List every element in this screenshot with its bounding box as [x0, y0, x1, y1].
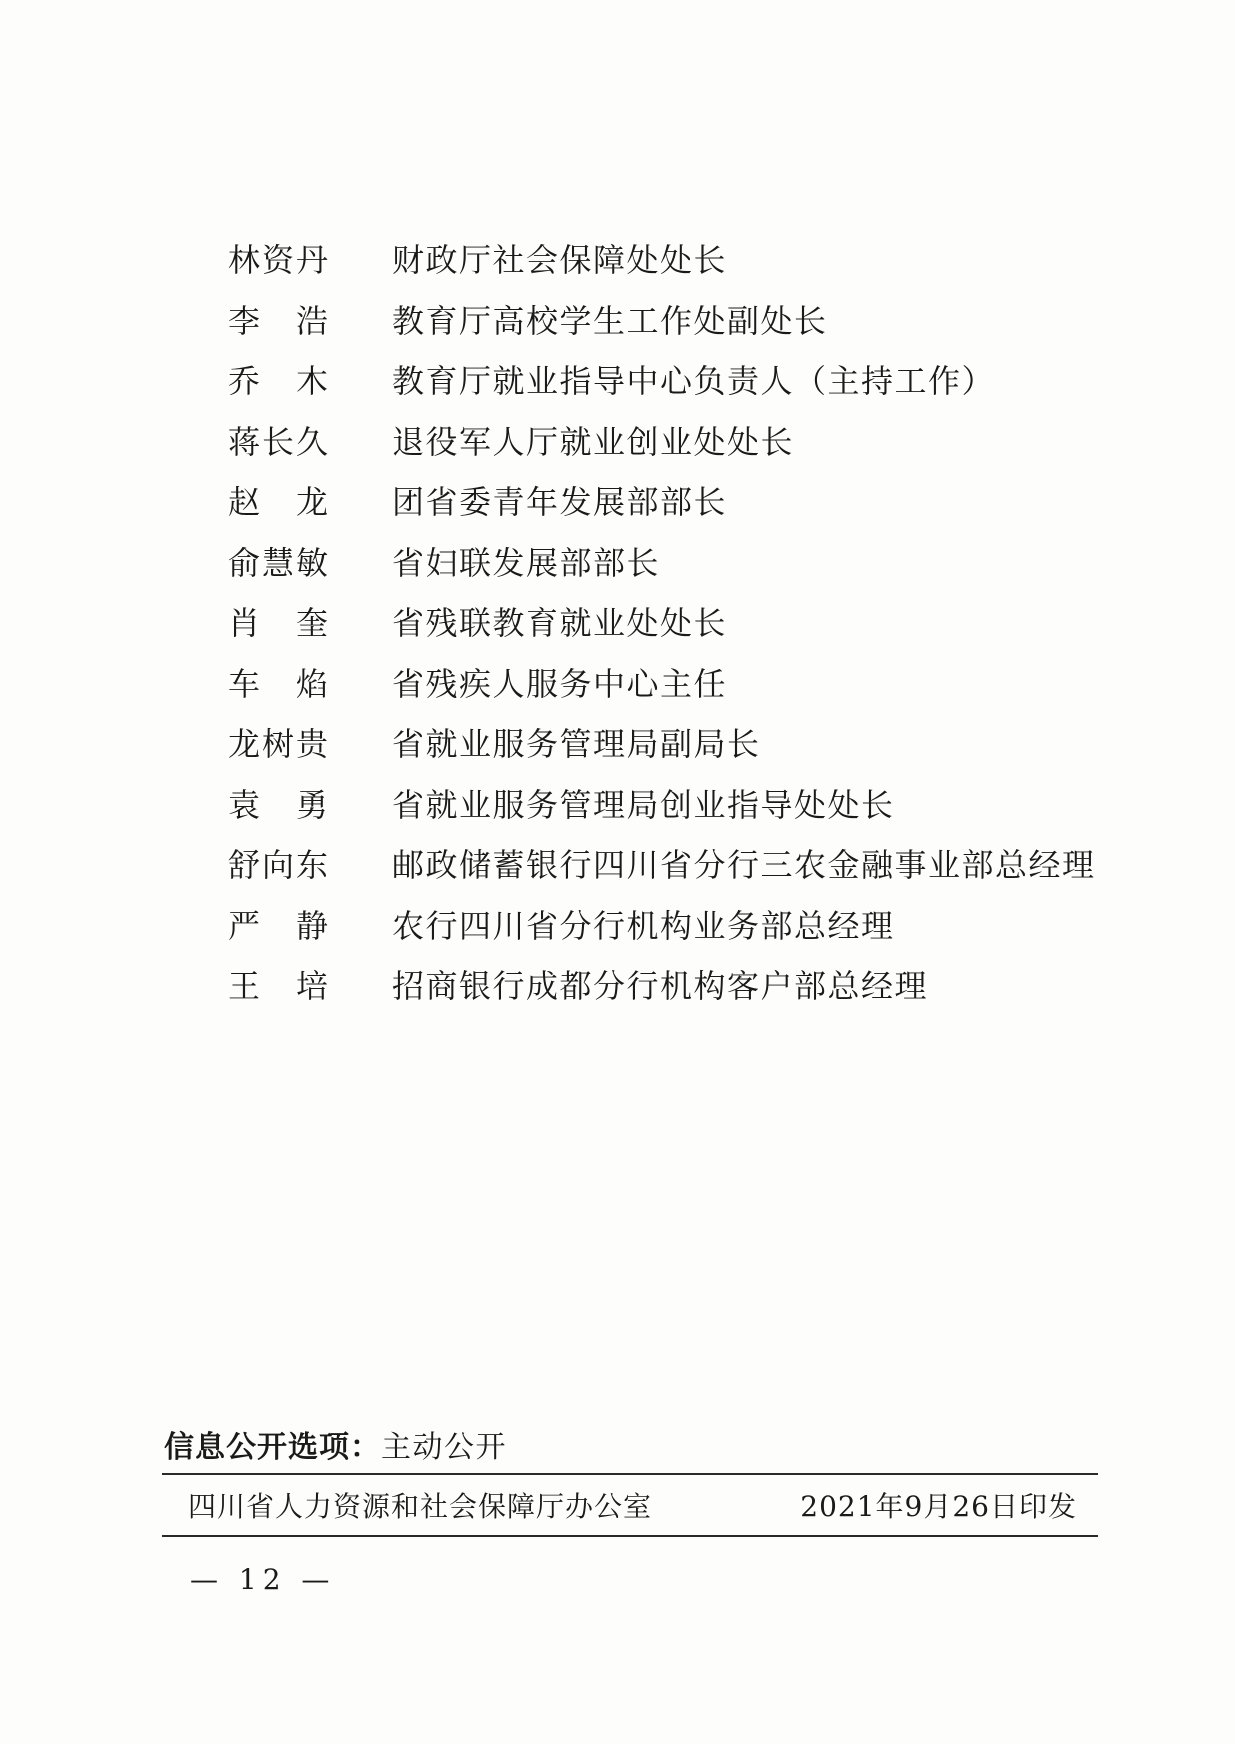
- member-title: 教育厅高校学生工作处副处长: [392, 301, 828, 340]
- member-title: 退役军人厅就业创业处处长: [392, 422, 795, 461]
- disclosure-option: [164, 1422, 507, 1466]
- issue-date: 2021年9月26日印发: [800, 1490, 1077, 1523]
- member-row: [228, 410, 1128, 471]
- member-title: 省残疾人服务中心主任: [392, 664, 728, 703]
- member-title: 农行四川省分行机构业务部总经理: [392, 906, 895, 945]
- member-row: [228, 531, 1128, 592]
- member-row: [228, 470, 1128, 531]
- member-name: 龙树贵: [228, 725, 331, 764]
- disclosure-label: 信息公开选项：: [164, 1430, 381, 1465]
- member-name: 严 静: [228, 906, 331, 945]
- footer-top-rule: [162, 1473, 1098, 1475]
- member-title: 教育厅就业指导中心负责人（主持工作）: [392, 362, 996, 401]
- member-name: 林资丹: [228, 241, 331, 280]
- member-row: [228, 228, 1128, 289]
- member-name: 赵 龙: [228, 483, 331, 522]
- member-list: [228, 228, 1128, 1015]
- disclosure-value: 主动公开: [381, 1430, 507, 1465]
- member-row: [228, 591, 1128, 652]
- member-name: 李 浩: [228, 301, 331, 340]
- page-number: — 12 —: [190, 1563, 336, 1596]
- member-row: [228, 894, 1128, 955]
- member-name: 车 焰: [228, 664, 331, 703]
- member-row: [228, 349, 1128, 410]
- member-row: [228, 833, 1128, 894]
- member-row: [228, 712, 1128, 773]
- member-row: [228, 652, 1128, 713]
- member-title: 招商银行成都分行机构客户部总经理: [392, 967, 929, 1006]
- member-name: 蒋长久: [228, 422, 331, 461]
- member-title: 财政厅社会保障处处长: [392, 241, 728, 280]
- member-name: 袁 勇: [228, 785, 331, 824]
- member-name: 俞慧敏: [228, 543, 331, 582]
- issuing-office: 四川省人力资源和社会保障厅办公室: [188, 1490, 653, 1523]
- member-title: 省残联教育就业处处长: [392, 604, 728, 643]
- member-title: 省就业服务管理局副局长: [392, 725, 761, 764]
- member-title: 团省委青年发展部部长: [392, 483, 728, 522]
- member-row: [228, 954, 1128, 1015]
- member-title: 省妇联发展部部长: [392, 543, 661, 582]
- member-name: 舒向东: [228, 846, 331, 885]
- member-row: [228, 773, 1128, 834]
- member-name: 肖 奎: [228, 604, 331, 643]
- member-name: 乔 木: [228, 362, 331, 401]
- member-name: 王 培: [228, 967, 331, 1006]
- member-title: 省就业服务管理局创业指导处处长: [392, 785, 895, 824]
- footer-bottom-rule: [162, 1535, 1098, 1537]
- member-title: 邮政储蓄银行四川省分行三农金融事业部总经理: [392, 846, 1096, 885]
- member-row: [228, 289, 1128, 350]
